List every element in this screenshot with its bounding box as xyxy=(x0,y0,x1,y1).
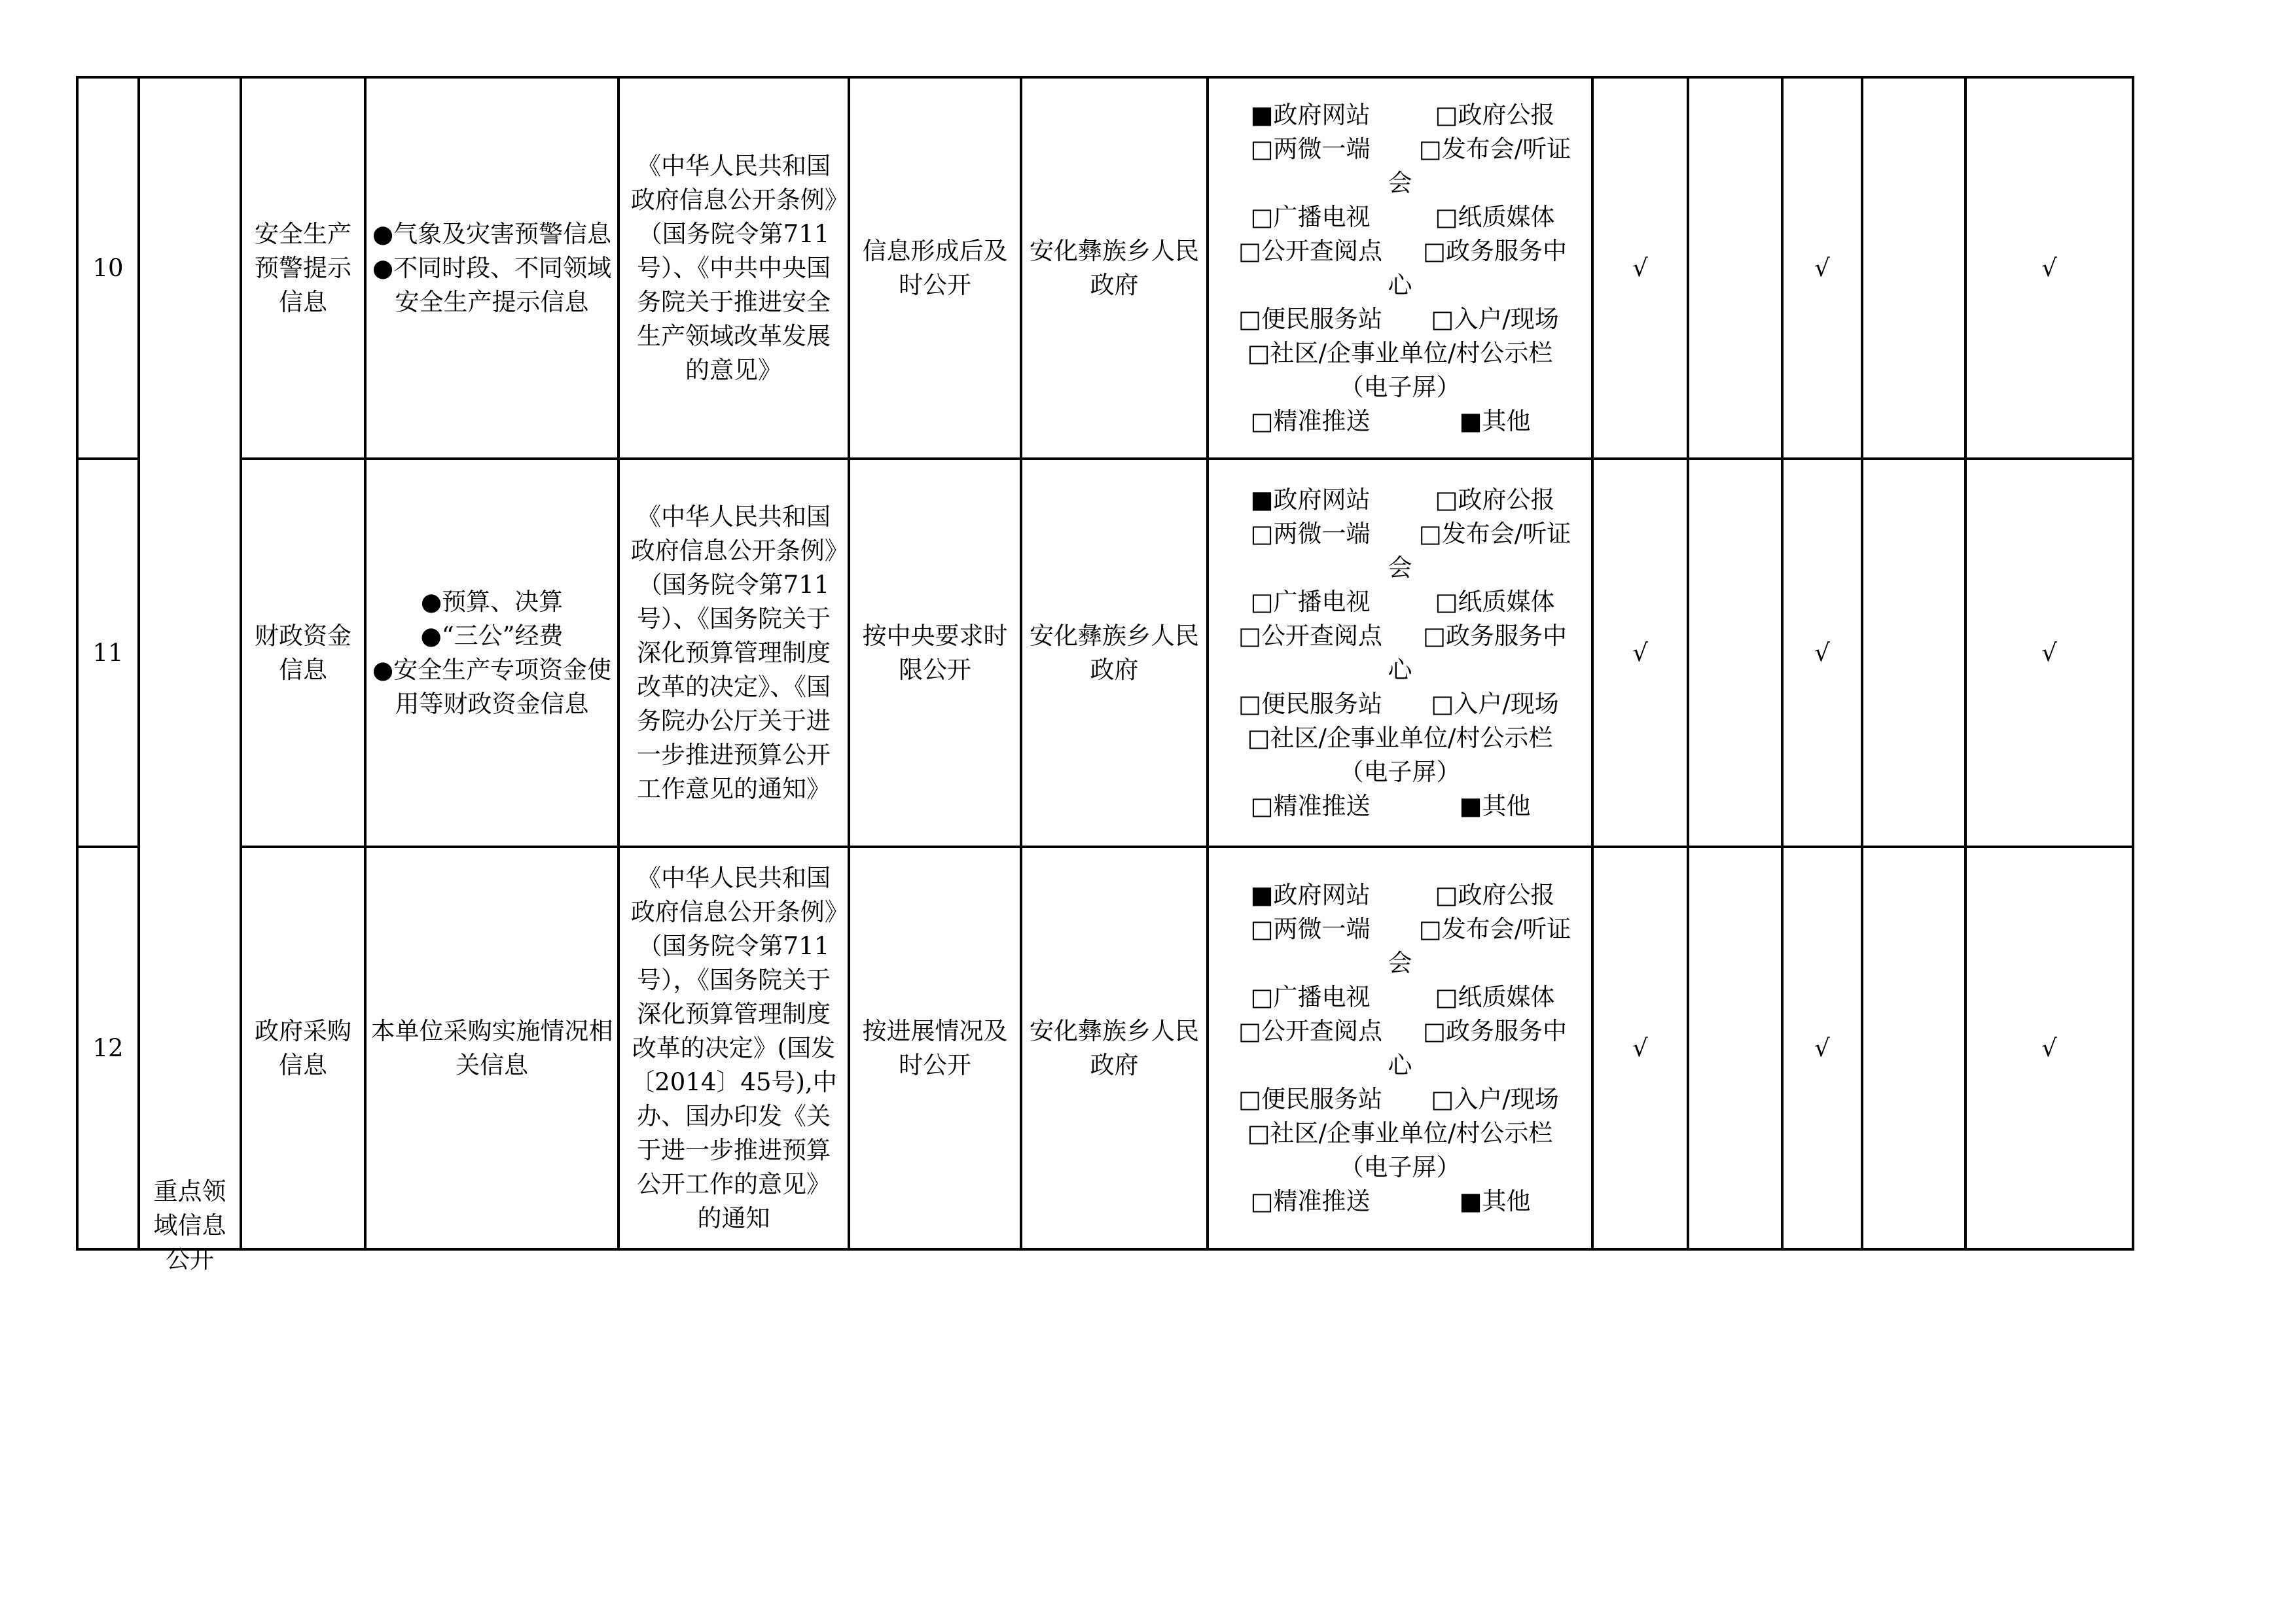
channel-option: □政务服务中 xyxy=(1423,1016,1567,1045)
channel-option: □纸质媒体 xyxy=(1435,587,1555,616)
disclosure-subject: 安化彝族乡人民政府 xyxy=(1021,77,1208,459)
legal-basis: 《中华人民共和国政府信息公开条例》（国务院令第711号）、《中共中央国务院关于推进安全生产领域改革发展的意见》 xyxy=(619,77,849,459)
channel-option: ■政府网站 xyxy=(1250,485,1371,514)
channel-wrap: （电子屏） xyxy=(1339,757,1461,786)
empty-cell xyxy=(1688,459,1782,847)
category-label: 重点领域信息公开 xyxy=(153,1177,226,1274)
channel-option: □广播电视 xyxy=(1250,982,1371,1011)
channel-option: □入户/现场 xyxy=(1431,689,1559,718)
channel-option: □纸质媒体 xyxy=(1435,982,1555,1011)
legal-basis: 《中华人民共和国政府信息公开条例》（国务院令第711号），《国务院关于深化预算管理制度改革的决定》(国发〔2014〕45号),中办、国办印发《关于进一步推进预算公开工作的意见》的通知 xyxy=(619,847,849,1249)
disclosure-timing: 信息形成后及时公开 xyxy=(849,77,1021,459)
item-content xyxy=(365,847,619,1249)
item-name: 安全生产预警提示信息 xyxy=(241,77,365,459)
channel-option: □便民服务站 xyxy=(1238,1084,1382,1113)
check-mark: √ xyxy=(1592,847,1688,1249)
content-line: ●预算、决算 xyxy=(420,587,564,616)
channel-wrap: （电子屏） xyxy=(1339,1152,1461,1181)
channel-option: □入户/现场 xyxy=(1431,1084,1559,1113)
disclosure-channels xyxy=(1208,847,1592,1249)
legal-basis: 《中华人民共和国政府信息公开条例》（国务院令第711号）、《国务院关于深化预算管理制度改革的决定》、《国务院办公厅关于进一步推进预算公开工作意见的通知》 xyxy=(619,459,849,847)
channel-option: ■其他 xyxy=(1459,791,1531,820)
channel-wrap: 心 xyxy=(1388,270,1412,299)
channel-option: □政府公报 xyxy=(1435,100,1555,129)
channel-option: □入户/现场 xyxy=(1431,304,1559,333)
empty-cell xyxy=(1688,77,1782,459)
check-mark: √ xyxy=(1592,77,1688,459)
disclosure-timing: 按中央要求时限公开 xyxy=(849,459,1021,847)
channel-option: ■其他 xyxy=(1459,1186,1531,1215)
check-mark: √ xyxy=(1965,459,2133,847)
content-line: ●“三公”经费 xyxy=(420,621,564,650)
content-line: ●安全生产专项资金使用等财政资金信息 xyxy=(372,655,612,718)
channel-option: □政府公报 xyxy=(1435,485,1555,514)
row-number: 10 xyxy=(77,77,139,459)
content-line: 本单位采购实施情况相关信息 xyxy=(370,1016,613,1079)
check-mark: √ xyxy=(1782,77,1862,459)
table-row xyxy=(77,77,2133,459)
check-mark: √ xyxy=(1782,847,1862,1249)
channel-option: □社区/企事业单位/村公示栏 xyxy=(1247,338,1553,367)
content-line: ●气象及灾害预警信息 xyxy=(372,219,612,248)
content-line: ●不同时段、不同领域安全生产提示信息 xyxy=(372,253,612,316)
channel-wrap: 会 xyxy=(1388,168,1412,197)
channel-option: □精准推送 xyxy=(1250,1186,1371,1215)
channel-option: □两微一端 xyxy=(1250,519,1371,548)
item-content xyxy=(365,77,619,459)
channel-option: □精准推送 xyxy=(1250,791,1371,820)
disclosure-channels xyxy=(1208,77,1592,459)
table-row xyxy=(77,459,2133,847)
channel-option: □广播电视 xyxy=(1250,202,1371,231)
channel-option: ■其他 xyxy=(1459,406,1531,435)
check-mark: √ xyxy=(1965,77,2133,459)
channel-wrap: 心 xyxy=(1388,655,1412,684)
check-mark: √ xyxy=(1782,459,1862,847)
empty-cell xyxy=(1862,847,1965,1249)
channel-option: □便民服务站 xyxy=(1238,689,1382,718)
channel-option: ■政府网站 xyxy=(1250,100,1371,129)
channel-wrap: 会 xyxy=(1388,948,1412,977)
disclosure-subject: 安化彝族乡人民政府 xyxy=(1021,459,1208,847)
empty-cell xyxy=(1862,77,1965,459)
table-row xyxy=(77,847,2133,1249)
disclosure-table xyxy=(76,76,2134,1274)
channel-option: □政务服务中 xyxy=(1423,621,1567,650)
item-content xyxy=(365,459,619,847)
channel-wrap: （电子屏） xyxy=(1339,372,1461,401)
channel-option: ■政府网站 xyxy=(1250,880,1371,909)
disclosure-channels xyxy=(1208,459,1592,847)
disclosure-timing: 按进展情况及时公开 xyxy=(849,847,1021,1249)
check-mark: √ xyxy=(1965,847,2133,1249)
item-name: 政府采购信息 xyxy=(241,847,365,1249)
channel-option: □公开查阅点 xyxy=(1238,236,1382,265)
channel-option: □两微一端 xyxy=(1250,134,1371,163)
channel-option: □公开查阅点 xyxy=(1238,1016,1382,1045)
check-mark: √ xyxy=(1592,459,1688,847)
item-name: 财政资金信息 xyxy=(241,459,365,847)
channel-option: □纸质媒体 xyxy=(1435,202,1555,231)
row-number: 12 xyxy=(77,847,139,1249)
channel-option: □公开查阅点 xyxy=(1238,621,1382,650)
channel-option: □社区/企事业单位/村公示栏 xyxy=(1247,1118,1553,1147)
channel-option: □精准推送 xyxy=(1250,406,1371,435)
channel-option: □发布会/听证 xyxy=(1418,134,1571,163)
channel-option: □两微一端 xyxy=(1250,914,1371,943)
category-cell xyxy=(139,77,241,1274)
channel-option: □广播电视 xyxy=(1250,587,1371,616)
disclosure-subject: 安化彝族乡人民政府 xyxy=(1021,847,1208,1249)
empty-cell xyxy=(1862,459,1965,847)
channel-option: □政务服务中 xyxy=(1423,236,1567,265)
channel-option: □便民服务站 xyxy=(1238,304,1382,333)
channel-option: □社区/企事业单位/村公示栏 xyxy=(1247,723,1553,752)
channel-option: □发布会/听证 xyxy=(1418,914,1571,943)
channel-wrap: 会 xyxy=(1388,553,1412,582)
channel-option: □发布会/听证 xyxy=(1418,519,1571,548)
row-number: 11 xyxy=(77,459,139,847)
channel-option: □政府公报 xyxy=(1435,880,1555,909)
empty-cell xyxy=(1688,847,1782,1249)
channel-wrap: 心 xyxy=(1388,1050,1412,1079)
